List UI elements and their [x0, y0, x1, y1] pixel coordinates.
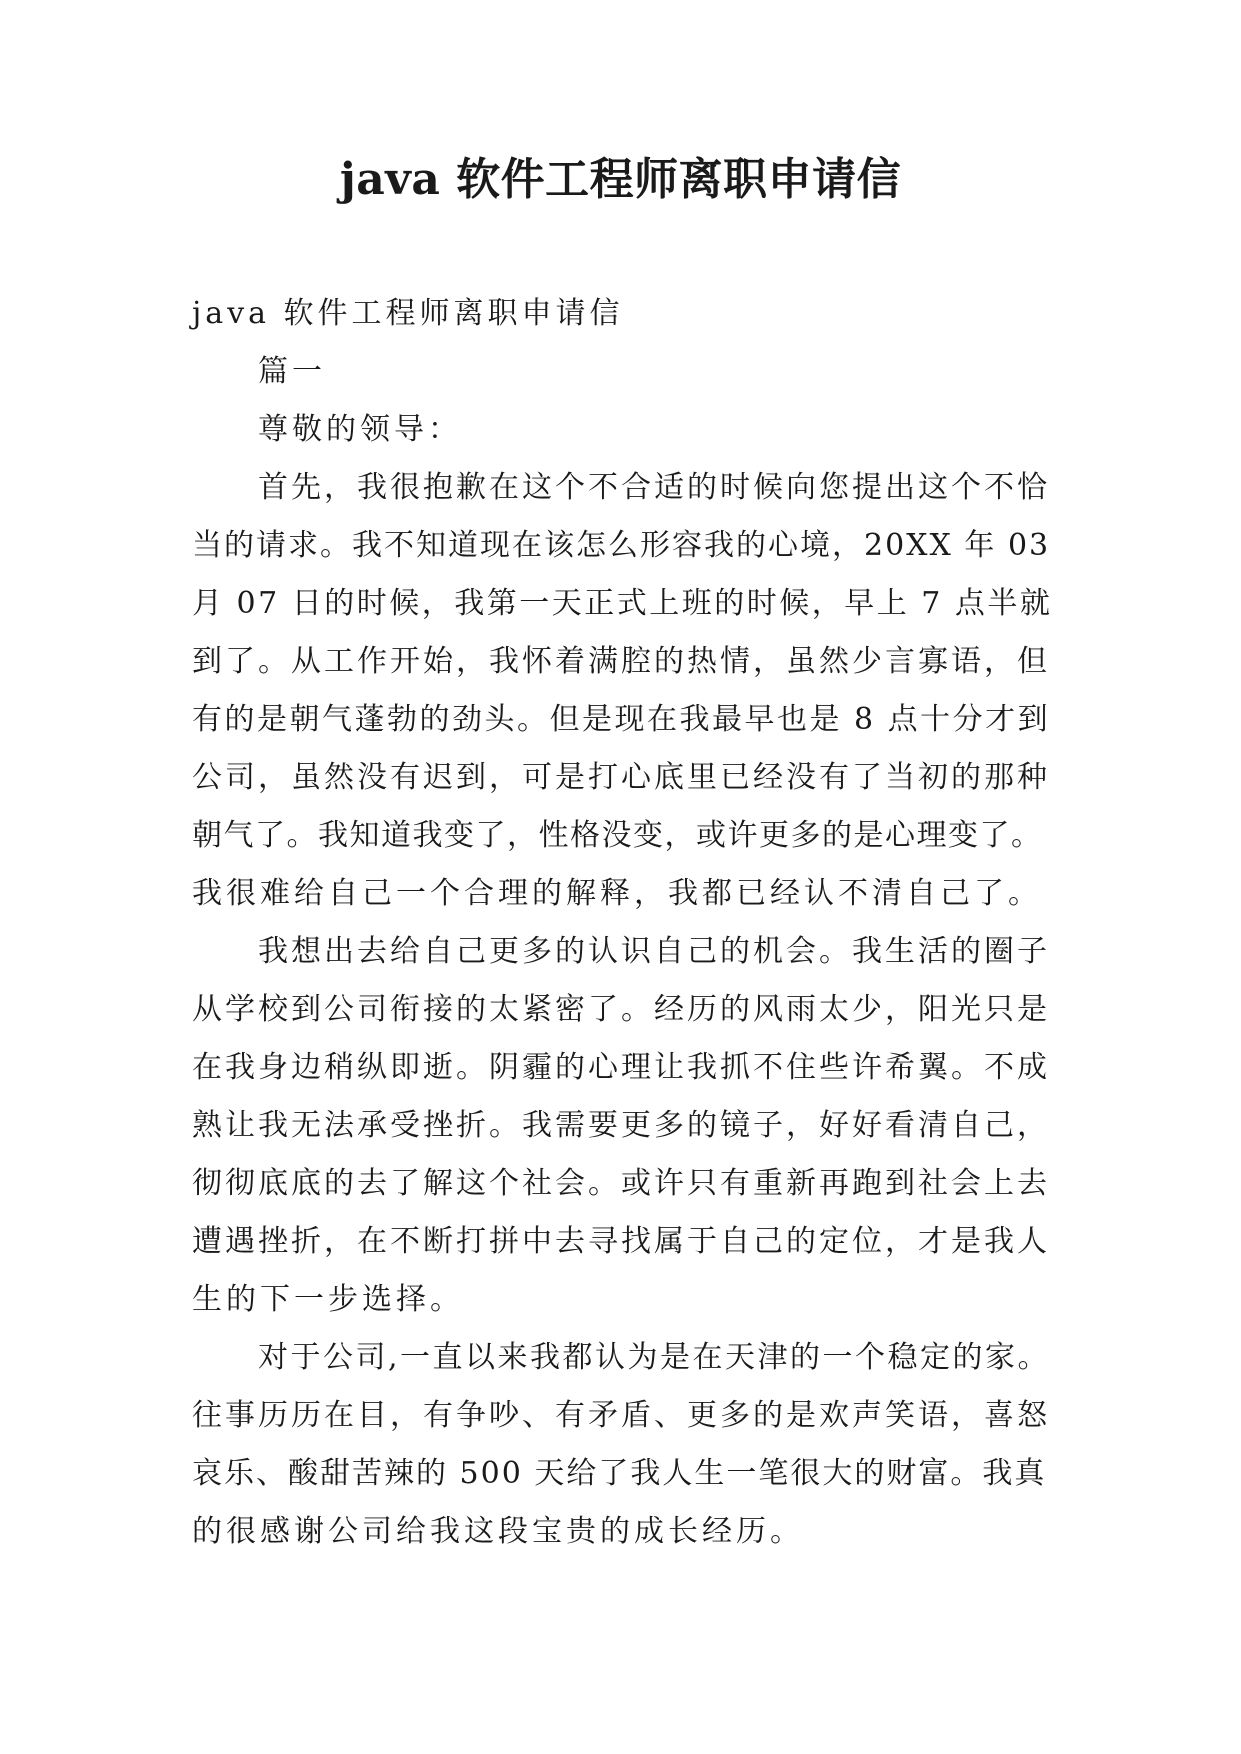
- letter-line: 公司，虽然没有迟到，可是打心底里已经没有了当初的那种: [192, 760, 1050, 795]
- letter-line: 的很感谢公司给我这段宝贵的成长经历。: [192, 1514, 804, 1549]
- document-subtitle: java 软件工程师离职申请信: [192, 296, 624, 331]
- letter-line: 在我身边稍纵即逝。阴霾的心理让我抓不住些许希翼。不成: [192, 1050, 1050, 1085]
- document-body: [192, 285, 1054, 1561]
- letter-line: 我很难给自己一个合理的解释，我都已经认不清自己了。: [192, 876, 1042, 911]
- letter-line: 遭遇挫折，在不断打拼中去寻找属于自己的定位，才是我人: [192, 1224, 1050, 1259]
- letter-line: 从学校到公司衔接的太紧密了。经历的风雨太少，阳光只是: [192, 992, 1050, 1027]
- letter-line: 我想出去给自己更多的认识自己的机会。我生活的圈子: [258, 934, 1050, 969]
- letter-paragraphs: [192, 459, 1054, 1561]
- letter-line: 哀乐、酸甜苦辣的 500 天给了我人生一笔很大的财富。我真: [192, 1456, 1047, 1491]
- letter-line: 朝气了。我知道我变了，性格没变，或许更多的是心理变了。: [192, 818, 1043, 853]
- document-title: java 软件工程师离职申请信: [339, 154, 902, 205]
- letter-line: 有的是朝气蓬勃的劲头。但是现在我最早也是 8 点十分才到: [192, 702, 1051, 737]
- letter-line: 月 07 日的时候，我第一天正式上班的时候，早上 7 点半就: [192, 586, 1053, 621]
- salutation: 尊敬的领导：: [258, 412, 462, 447]
- letter-line: 熟让我无法承受挫折。我需要更多的镜子，好好看清自己，: [192, 1108, 1050, 1143]
- section-label: 篇一: [258, 354, 326, 389]
- letter-line: 到了。从工作开始，我怀着满腔的热情，虽然少言寡语，但: [192, 644, 1050, 679]
- letter-line: 当的请求。我不知道现在该怎么形容我的心境，20XX 年 03: [192, 528, 1051, 563]
- letter-line: 生的下一步选择。: [192, 1282, 464, 1317]
- letter-line: 彻彻底底的去了解这个社会。或许只有重新再跑到社会上去: [192, 1166, 1050, 1201]
- letter-line: 对于公司,一直以来我都认为是在天津的一个稳定的家。: [258, 1340, 1051, 1375]
- letter-line: 往事历历在目，有争吵、有矛盾、更多的是欢声笑语，喜怒: [192, 1398, 1050, 1433]
- letter-line: 首先，我很抱歉在这个不合适的时候向您提出这个不恰: [258, 470, 1050, 505]
